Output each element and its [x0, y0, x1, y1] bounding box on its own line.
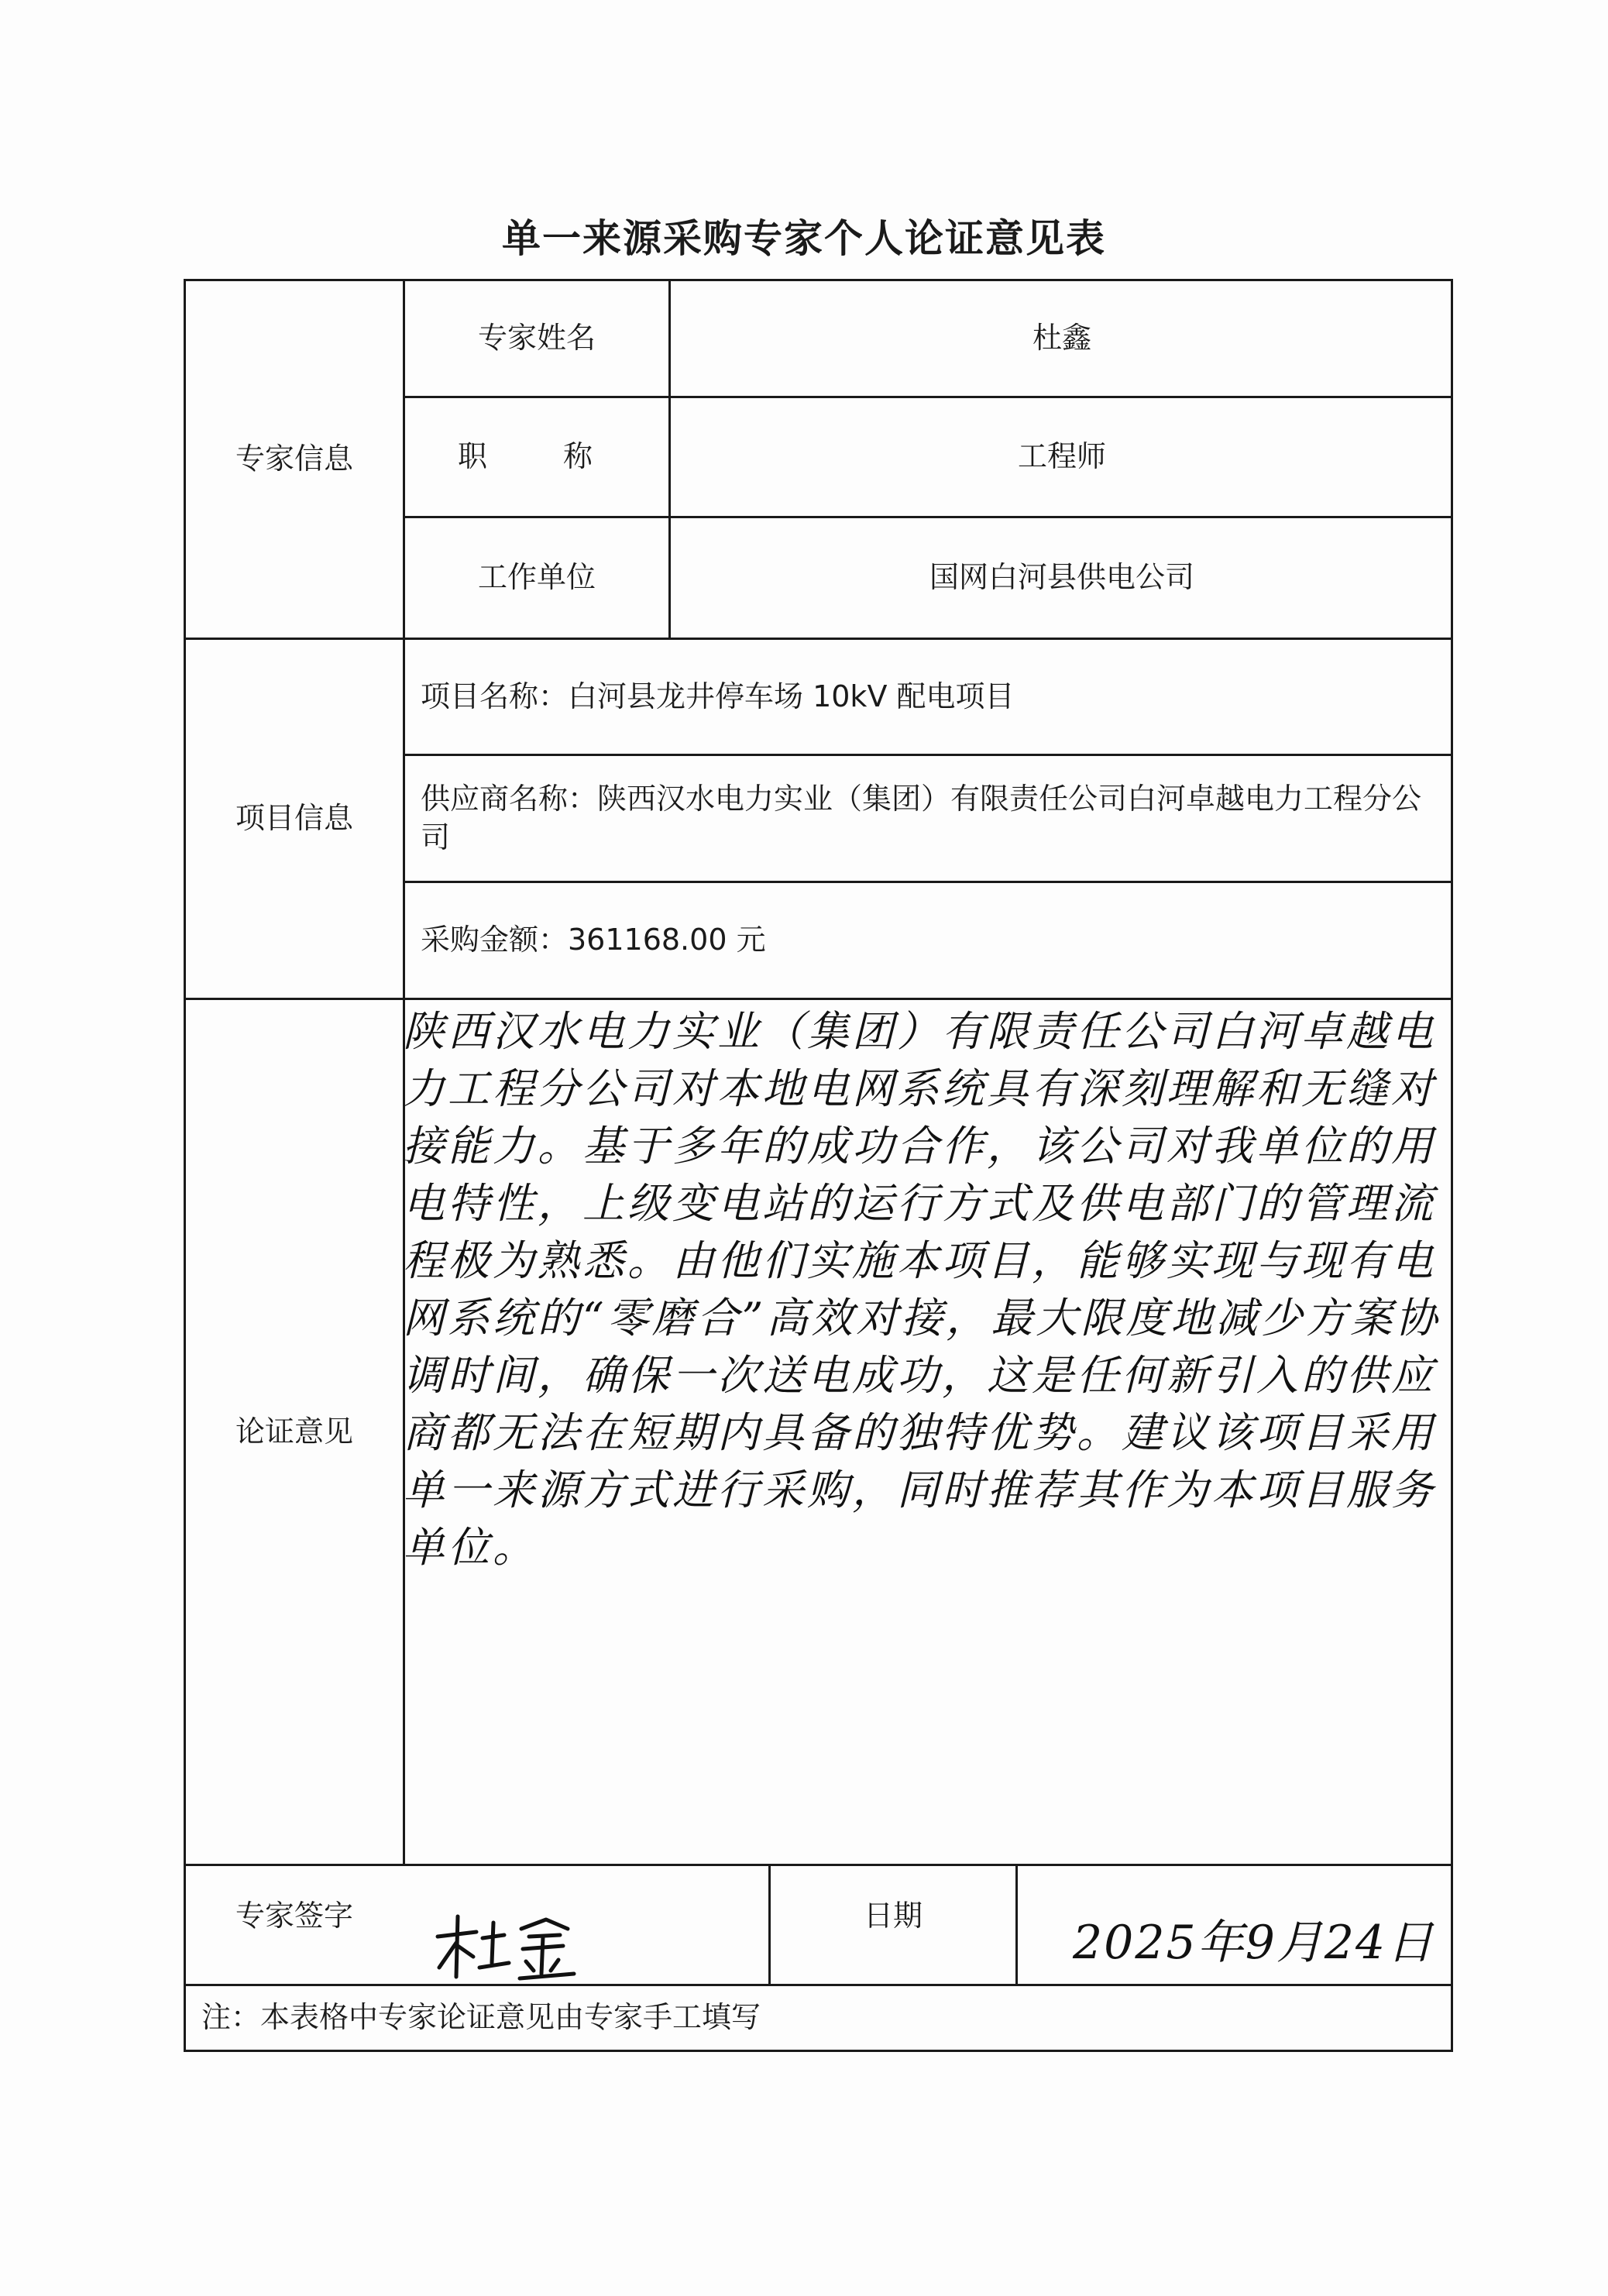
- expert-employer-value: 国网白河县供电公司: [929, 560, 1194, 595]
- page-title: 单一来源采购专家个人论证意见表: [502, 215, 1106, 261]
- opinion-section-label: 论证意见: [235, 1414, 353, 1449]
- column-divider: [1015, 1864, 1018, 1984]
- signature-label: 专家签字: [235, 1899, 353, 1933]
- expert-title-value: 工程师: [1017, 439, 1106, 474]
- project-name-field: 项目名称：白河县龙井停车场 10kV 配电项目: [421, 679, 1015, 713]
- handwritten-signature: [430, 1906, 585, 1983]
- expert-title-label-text: 职 称: [457, 439, 616, 474]
- expert-title-label: [405, 398, 668, 516]
- expert-employer-label: 工作单位: [477, 560, 596, 595]
- handwritten-date: 2025年9月24日: [1073, 1916, 1435, 1970]
- footer-note: 注：本表格中专家论证意见由专家手工填写: [201, 2000, 761, 2035]
- purchase-amount-field: 采购金额：361168.00 元: [421, 923, 766, 957]
- project-info-section-label: 项目信息: [235, 801, 353, 836]
- date-label: 日期: [863, 1899, 923, 1933]
- handwritten-opinion: 陕西汉水电力实业（集团）有限责任公司白河卓越电力工程分公司对本地电网系统具有深刻理解和无缝对接能力。基于多年的成功合作，该公司对我单位的用电特性，上级变电站的运行方式及供电部门的管理流程极为熟悉。由他们实施本项目，能够实现与现有电网系统的“零磨合”高效对接，最大限度地减少方案协调时间，确保一次送电成功，这是任何新引入的供应商都无法在短期内具备的独特优势。建议该项目采用单一来源方式进行采购，同时推荐其作为本项目服务单位。: [403, 1007, 1441, 1572]
- supplier-name-field: 供应商名称：陕西汉水电力实业（集团）有限责任公司白河卓越电力工程分公司: [421, 782, 1422, 854]
- expert-name-value: 杜鑫: [1032, 321, 1091, 356]
- expert-name-label: 专家姓名: [477, 321, 596, 356]
- expert-info-section-label: 专家信息: [235, 442, 353, 476]
